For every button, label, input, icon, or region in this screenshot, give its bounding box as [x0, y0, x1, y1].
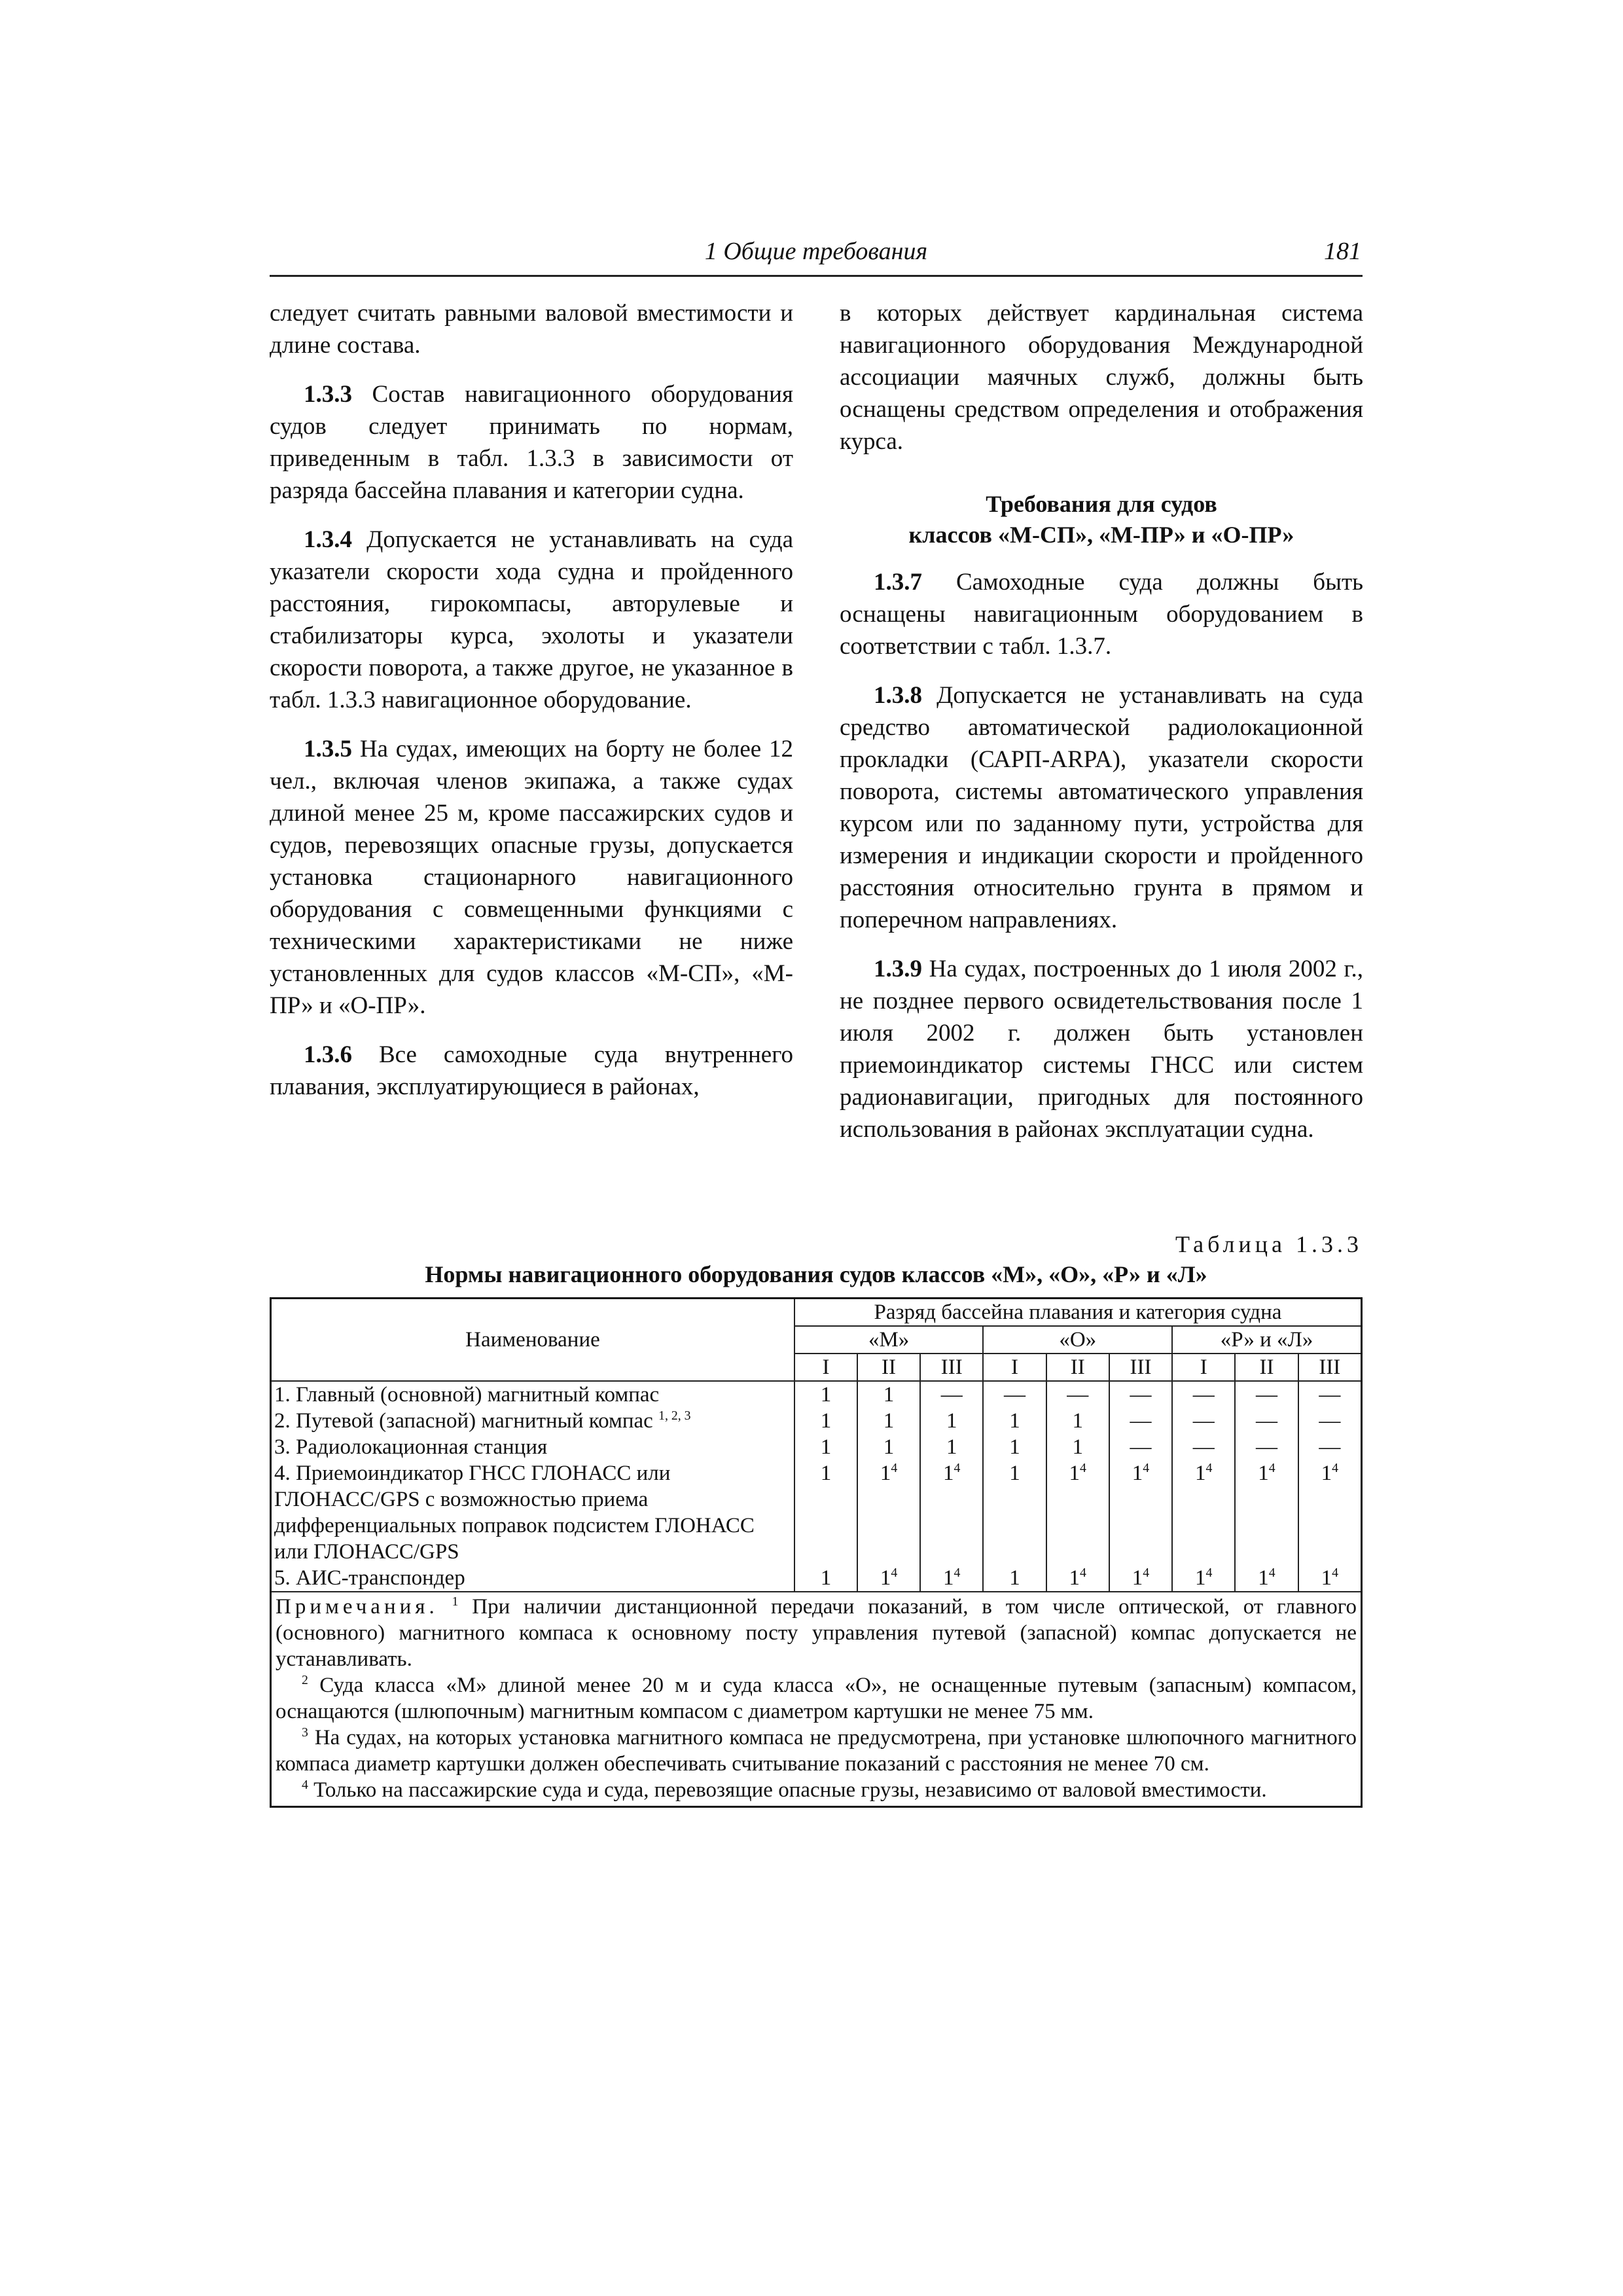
- equipment-name-text: 1. Главный (основной) магнитный компас: [274, 1383, 660, 1407]
- section-subheading: [840, 489, 1363, 550]
- norm-value: [1172, 1565, 1235, 1592]
- subheading-line-2: классов «М-СП», «М-ПР» и «О-ПР»: [908, 522, 1294, 548]
- norm-value-text: 1: [946, 1409, 957, 1433]
- norm-value-text: 1: [1069, 1566, 1080, 1590]
- norm-value-text: —: [1192, 1409, 1215, 1433]
- table-row: [271, 1434, 1362, 1460]
- norm-value: [1172, 1434, 1235, 1460]
- norm-value: [1172, 1408, 1235, 1434]
- norm-value: [1046, 1460, 1109, 1565]
- category-header: III: [920, 1354, 983, 1381]
- norm-value-text: —: [1319, 1435, 1341, 1459]
- clause-text: Все самоходные суда внутреннего плавания, эксплуатирующиеся в районах,: [270, 1041, 793, 1100]
- header-group: Разряд бассейна плавания и категория судна: [794, 1299, 1362, 1327]
- norm-value-text: 1: [943, 1566, 954, 1590]
- norm-value: [1235, 1434, 1298, 1460]
- clause-number: 1.3.3: [304, 381, 352, 408]
- norm-value-text: —: [1192, 1435, 1215, 1459]
- table-notes: [271, 1592, 1362, 1807]
- norm-value-text: —: [1130, 1435, 1152, 1459]
- table-row: [271, 1565, 1362, 1592]
- note-4-mark: 4: [302, 1778, 308, 1792]
- norm-value-text: 1: [1069, 1462, 1080, 1485]
- equipment-name-text: 4. Приемоиндикатор ГНСС ГЛОНАСС или ГЛОНАСС/GPS с возможностью приема дифференциальных поправок подсистем ГЛОНАСС или ГЛОНАСС/GPS: [274, 1462, 755, 1564]
- footnote-ref: 4: [1080, 1566, 1086, 1580]
- clause-text: Допускается не устанавливать на суда указатели скорости хода судна и пройденного расстояния, гирокомпасы, авторулевые и стабилизаторы курса, эхолоты и указатели скорости поворота, а также другое, не указанное в табл. 1.3.3 навигационное оборудование.: [270, 526, 793, 713]
- norm-value: [920, 1408, 983, 1434]
- note-3-text: На судах, на которых установка магнитного компаса не предусмотрена, при установке шлюпочного магнитного компаса диаметр картушки должен обеспечивать считывание показаний с расстояния не менее 70 см.: [276, 1726, 1357, 1776]
- norm-value: [1046, 1434, 1109, 1460]
- norm-value-text: 1: [880, 1566, 891, 1590]
- note-2-text: Суда класса «М» длиной менее 20 м и суда класса «О», не оснащенные путевым (запасным) компасом, оснащаются (шлюпочным) магнитным компасом с диаметром картушки не менее 75 мм.: [276, 1674, 1357, 1723]
- norm-value: [1172, 1381, 1235, 1408]
- clause-text: На судах, имеющих на борту не более 12 чел., включая членов экипажа, а также судах длиной менее 25 м, кроме пассажирских судов и судов, перевозящих опасные грузы, допускается установка стационарного навигационного оборудования с совмещенными функциями с техническими характеристиками не ниже установленных для судов классов «М-СП», «М-ПР» и «О-ПР».: [270, 736, 793, 1019]
- norm-value-text: 1: [1009, 1566, 1020, 1590]
- header-title: 1 Общие требования: [704, 238, 928, 265]
- norm-value: [1172, 1460, 1235, 1565]
- norm-value-text: 1: [820, 1435, 832, 1459]
- footnote-ref: 4: [954, 1566, 961, 1580]
- norm-value-text: —: [940, 1383, 963, 1407]
- running-header: [270, 237, 1363, 277]
- category-header: III: [1109, 1354, 1172, 1381]
- paragraph-continuation: в которых действует кардинальная система навигационного оборудования Международной ассоциации маячных служб, должны быть оснащены средством определения и отображения курса.: [840, 300, 1363, 455]
- equipment-name-text: 5. АИС-транспондер: [274, 1566, 465, 1590]
- equipment-name: [271, 1460, 794, 1565]
- header-name: Наименование: [271, 1299, 794, 1382]
- note-3: [276, 1725, 1357, 1777]
- norm-value: [794, 1434, 857, 1460]
- table-title: Нормы навигационного оборудования судов классов «М», «О», «Р» и «Л»: [425, 1261, 1207, 1287]
- norm-value: [1046, 1381, 1109, 1408]
- norm-value: [920, 1434, 983, 1460]
- note-4-text: Только на пассажирские суда и суда, перевозящие опасные грузы, независимо от валовой вместимости.: [308, 1778, 1267, 1802]
- table-row: [271, 1408, 1362, 1434]
- category-header: II: [857, 1354, 920, 1381]
- norm-value-text: 1: [1258, 1462, 1269, 1485]
- norm-value-text: 1: [820, 1383, 832, 1407]
- class-header: «О»: [983, 1326, 1172, 1354]
- norm-value-text: 1: [820, 1409, 832, 1433]
- norm-value: [983, 1565, 1046, 1592]
- category-header: III: [1298, 1354, 1362, 1381]
- norm-value-text: 1: [820, 1462, 832, 1485]
- norm-value-text: 1: [946, 1435, 957, 1459]
- norm-value-text: 1: [1009, 1462, 1020, 1485]
- subheading-line-1: Требования для судов: [986, 491, 1217, 517]
- norm-value: [1235, 1381, 1298, 1408]
- norm-value: [857, 1434, 920, 1460]
- table-caption: Таблица 1.3.3: [1175, 1231, 1363, 1257]
- clause-number: 1.3.7: [874, 569, 922, 596]
- note-1-text: При наличии дистанционной передачи показаний, в том числе оптической, от главного (основного) магнитного компаса к основному посту управления путевой (запасной) компас допускается не устанавливать.: [276, 1595, 1357, 1671]
- norm-value: [1298, 1460, 1362, 1565]
- category-header: II: [1235, 1354, 1298, 1381]
- note-1-mark: 1: [452, 1594, 459, 1609]
- norm-value: [1046, 1565, 1109, 1592]
- footnote-ref: 4: [1143, 1566, 1150, 1580]
- norm-value-text: —: [1256, 1383, 1277, 1407]
- norm-value: [1298, 1408, 1362, 1434]
- norm-value: [794, 1565, 857, 1592]
- note-2-mark: 2: [302, 1673, 308, 1687]
- norm-value: [1109, 1565, 1172, 1592]
- norm-value: [1109, 1460, 1172, 1565]
- footnote-ref: 4: [1332, 1461, 1338, 1475]
- norm-value-text: 1: [1072, 1409, 1083, 1433]
- norm-value-text: —: [1130, 1383, 1152, 1407]
- left-column: [270, 297, 793, 1120]
- paragraph-1-3-4: [270, 524, 793, 716]
- equipment-name-text: 2. Путевой (запасной) магнитный компас: [274, 1409, 659, 1433]
- category-header: I: [983, 1354, 1046, 1381]
- table-body: [271, 1381, 1362, 1592]
- class-header: «М»: [794, 1326, 983, 1354]
- clause-text: Состав навигационного оборудования судов следует принимать по нормам, приведенным в табл. 1.3.3 в зависимости от разряда бассейна плавания и категории судна.: [270, 381, 793, 504]
- norm-value: [1235, 1565, 1298, 1592]
- norm-value-text: 1: [1258, 1566, 1269, 1590]
- paragraph-1-3-8: [840, 679, 1363, 936]
- footnote-ref: 4: [891, 1461, 898, 1475]
- norm-value-text: 1: [1132, 1462, 1143, 1485]
- note-3-mark: 3: [302, 1725, 308, 1740]
- clause-number: 1.3.5: [304, 736, 352, 762]
- footnote-ref: 4: [1205, 1566, 1213, 1580]
- clause-text: Допускается не устанавливать на суда средство автоматической радиолокационной прокладки (САРП-ARPA), указатели скорости поворота, системы автоматического управления курсом или по заданному пути, устройства для измерения и индикации скорости и пройденного расстояния относительно грунта в прямом и поперечном направлениях.: [840, 682, 1363, 933]
- equipment-name-text: 3. Радиолокационная станция: [274, 1435, 548, 1459]
- navigation-equipment-table: [270, 1297, 1363, 1808]
- norm-value: [1235, 1408, 1298, 1434]
- norm-value-text: 1: [883, 1383, 895, 1407]
- norm-value: [1298, 1565, 1362, 1592]
- norm-value: [1046, 1408, 1109, 1434]
- equipment-name: [271, 1434, 794, 1460]
- norm-value-text: —: [1192, 1383, 1215, 1407]
- paragraph-1-3-3: [270, 378, 793, 507]
- norm-value: [1109, 1408, 1172, 1434]
- footnote-ref: 4: [1080, 1461, 1086, 1475]
- clause-text: Самоходные суда должны быть оснащены навигационным оборудованием в соответствии с табл. 1.3.7.: [840, 569, 1363, 660]
- norm-value-text: —: [1319, 1409, 1341, 1433]
- norm-value-text: 1: [1321, 1566, 1332, 1590]
- footnote-ref: 4: [1332, 1566, 1338, 1580]
- norm-value-text: 1: [943, 1462, 954, 1485]
- norm-value-text: —: [1004, 1383, 1026, 1407]
- clause-number: 1.3.9: [874, 956, 922, 982]
- norm-value: [983, 1460, 1046, 1565]
- paragraph-1-3-7: [840, 566, 1363, 662]
- norm-value: [857, 1381, 920, 1408]
- clause-text: На судах, построенных до 1 июля 2002 г., не позднее первого освидетельствования после 1 июля 2002 г. должен быть установлен приемоиндикатор системы ГНСС или систем радионавигации, пригодных для постоянного использования в районах эксплуатации судна.: [840, 956, 1363, 1143]
- norm-value-text: —: [1130, 1409, 1152, 1433]
- footnote-ref: 4: [1205, 1461, 1213, 1475]
- norm-value: [1235, 1460, 1298, 1565]
- equipment-name: [271, 1565, 794, 1592]
- norm-value: [857, 1460, 920, 1565]
- norm-value: [983, 1434, 1046, 1460]
- paragraph-1-3-9: [840, 953, 1363, 1145]
- norm-value: [983, 1408, 1046, 1434]
- norm-value: [857, 1408, 920, 1434]
- norm-value: [794, 1460, 857, 1565]
- norm-value-text: —: [1256, 1435, 1277, 1459]
- norm-value-text: —: [1319, 1383, 1341, 1407]
- category-header: I: [794, 1354, 857, 1381]
- notes-label: Примечания.: [276, 1595, 438, 1619]
- category-header: I: [1172, 1354, 1235, 1381]
- clause-number: 1.3.4: [304, 526, 352, 553]
- norm-value-text: 1: [1195, 1462, 1206, 1485]
- norm-value-text: 1: [880, 1462, 891, 1485]
- paragraph-1-3-6: [270, 1039, 793, 1103]
- footnote-ref: 1, 2, 3: [658, 1408, 691, 1423]
- norm-value-text: 1: [1009, 1409, 1020, 1433]
- footnote-ref: 4: [891, 1566, 898, 1580]
- norm-value-text: 1: [1195, 1566, 1206, 1590]
- paragraph-continuation: следует считать равными валовой вместимости и длине состава.: [270, 300, 793, 359]
- table-row: [271, 1381, 1362, 1408]
- norm-value-text: 1: [1009, 1435, 1020, 1459]
- norm-value: [794, 1408, 857, 1434]
- norm-value-text: —: [1256, 1409, 1277, 1433]
- note-2: [276, 1672, 1357, 1725]
- norm-value: [1109, 1434, 1172, 1460]
- norm-value-text: 1: [1132, 1566, 1143, 1590]
- class-header: «Р» и «Л»: [1172, 1326, 1361, 1354]
- category-header: II: [1046, 1354, 1109, 1381]
- norm-value-text: 1: [1072, 1435, 1083, 1459]
- clause-number: 1.3.6: [304, 1041, 352, 1068]
- clause-number: 1.3.8: [874, 682, 922, 709]
- right-column: [840, 297, 1363, 1162]
- norm-value-text: 1: [1321, 1462, 1332, 1485]
- norm-value-text: 1: [883, 1409, 895, 1433]
- norm-value: [920, 1460, 983, 1565]
- norm-value: [920, 1381, 983, 1408]
- norm-value: [1298, 1434, 1362, 1460]
- norm-value: [794, 1381, 857, 1408]
- footnote-ref: 4: [1268, 1461, 1275, 1475]
- norm-value-text: 1: [820, 1566, 832, 1590]
- norm-value: [1109, 1381, 1172, 1408]
- norm-value-text: 1: [883, 1435, 895, 1459]
- paragraph-1-3-5: [270, 733, 793, 1022]
- norm-value: [857, 1565, 920, 1592]
- table-row: [271, 1460, 1362, 1565]
- norm-value-text: —: [1067, 1383, 1089, 1407]
- norm-value: [920, 1565, 983, 1592]
- note-1: [276, 1594, 1357, 1672]
- footnote-ref: 4: [1268, 1566, 1275, 1580]
- note-4: [276, 1777, 1357, 1803]
- equipment-name: [271, 1381, 794, 1408]
- page-number: 181: [1324, 238, 1361, 265]
- equipment-name: [271, 1408, 794, 1434]
- norm-value: [983, 1381, 1046, 1408]
- norm-value: [1298, 1381, 1362, 1408]
- footnote-ref: 4: [1143, 1461, 1150, 1475]
- footnote-ref: 4: [954, 1461, 961, 1475]
